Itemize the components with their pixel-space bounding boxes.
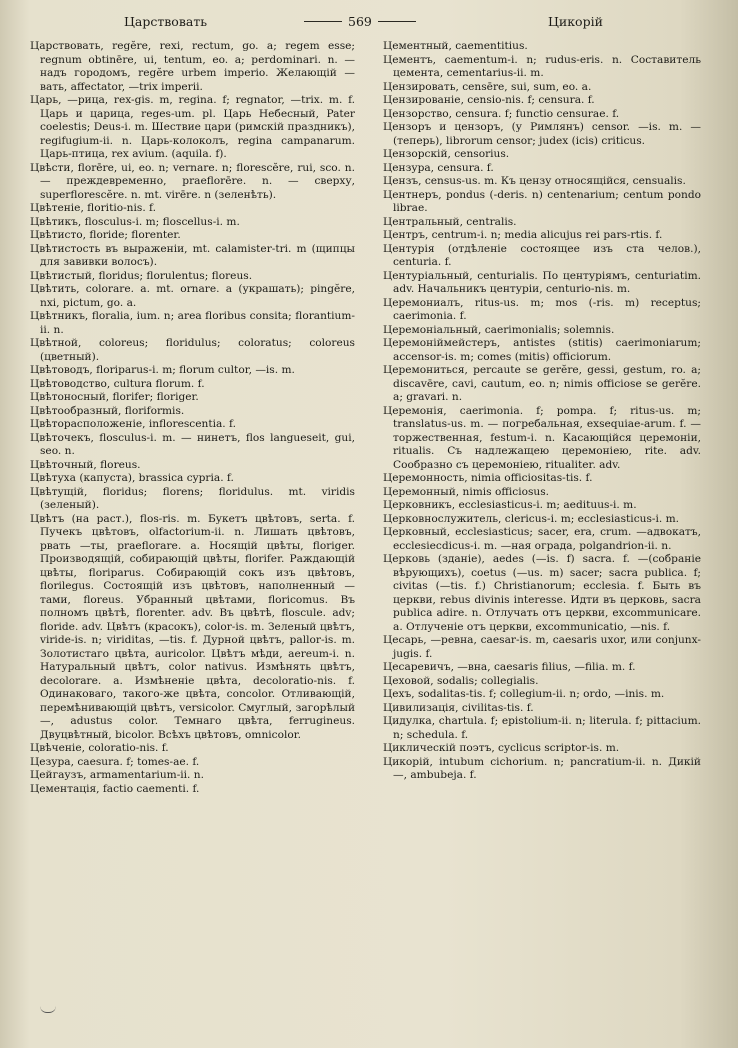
dictionary-entry: Цвѣтной, coloreus; floridulus; coloratus; coloreus (цветный). xyxy=(30,337,355,363)
running-header xyxy=(0,14,738,34)
dictionary-entry: Цементацiя, factio caementi. f. xyxy=(30,782,200,795)
dictionary-entry: Цензура, censura. f. xyxy=(383,161,494,174)
dictionary-entry: Цивилизацiя, civilitas-tis. f. xyxy=(383,701,534,714)
dictionary-entry: Цвѣторасположенiе, inflorescentia. f. xyxy=(30,418,236,430)
dictionary-entry: Цвѣточный, floreus. xyxy=(30,458,141,471)
page-number-block xyxy=(304,14,416,29)
dictionary-entry: Центръ, centrum-i. n; media alicujus rei pars-rtis. f. xyxy=(383,229,663,241)
header-last-word: Цикорiй xyxy=(548,14,603,29)
dictionary-entry: Цвѣтъ (на раст.), flos-ris. m. Букетъ цвѣтовъ, serta. f. Пучекъ цвѣтовъ, olfactorium-ii. n. Лишать цвѣтовъ, рвать —ты, praeflorare. a. Носящiй цвѣты, floriger. Производящiй, собирающiй цвѣты, florifer. Раждающiй цвѣты, floriparus. Собирающiй сокъ изъ цвѣтовъ, florilegus. Состоящiй изъ цвѣтовъ, наполненный —тами, floreus. Убранный цвѣтами, floricomus. Въ полномъ цвѣтѣ, florenter. adv. Въ цвѣтѣ, flosculе. adv; floride. adv. Цвѣтъ (красокъ), color-is. m. Зеленый цвѣтъ, viride-is. n; viriditas, —tis. f. Дурной цвѣтъ, pallor-is. m. Золотистаго цвѣта, auricolor. Цвѣтъ мѣди, aereum-i. n. Натуральный цвѣтъ, color nativus. Измѣнять цвѣтъ, decolorare. a. Измѣненiе цвѣта, decoloratio-nis. f. Одинаковаго, такого-же цвѣта, concolor. Отливающiй, перемѣнивающiй цвѣтъ, versicolor. Смуглый, загорѣлый —, adustus color. Темнаго цвѣта, ferrugineus. Двуцвѣтный, bicolor. Всѣхъ цвѣтовъ, omnicolor. xyxy=(30,512,355,741)
dictionary-entry: Церемонiя, caerimonia. f; pompa. f; ritus-us. m; translatus-us. m. — погребальная, exsequiae-arum. f. — торжественная, festum-i. n. Касающiйся церемонiи, ritualis. Съ надлежащею церемонiею, rite. adv. Сообразно съ церемонiею, ritualiter. adv. xyxy=(383,404,701,471)
dictionary-entry: Церемониться, percaute se gerĕre, gessi, gestum, ro. a; discavēre, cavi, cautum, eo. n; nimis officiose se gerĕre. a; gravari. n. xyxy=(383,364,701,403)
dictionary-entry: Цвѣтущiй, floridus; florens; floridulus. mt. viridis (зеленый). xyxy=(30,485,355,511)
dictionary-entry: Цвѣтистый, floridus; florulentus; floreus. xyxy=(30,269,253,282)
dictionary-entry: Цензъ, census-us. m. Къ цензу относящiйся, censualis. xyxy=(383,175,686,187)
dictionary-entry: Цвѣтоводство, cultura florum. f. xyxy=(30,377,205,390)
dictionary-entry: Царь, —рица, rex-gis. m, regina. f; regnator, —trix. m. f. Царь и царица, reges-um. pl. Царь Небесный, Pater coelestis; Deus-i. m. Шествие цари (римскiй праздникъ), regifugium-ii. n. Царь-колоколъ, regina campanarum. Царь-птица, rex avium. (aquila. f). xyxy=(30,94,355,160)
dictionary-entry: Цвѣтикъ, flosculus-i. m; floscellus-i. m. xyxy=(30,215,240,228)
dictionary-entry: Церковнослужитель, clericus-i. m; ecclesiasticus-i. m. xyxy=(383,512,679,525)
dictionary-entry: Циклическiй поэтъ, cyclicus scriptor-is. m. xyxy=(383,742,620,754)
dictionary-entry: Церемонный, nimis officiosus. xyxy=(383,485,550,498)
left-column xyxy=(30,40,355,796)
header-first-word: Царствовать xyxy=(124,14,208,29)
dictionary-entry: Цвѣсти, florēre, ui, eo. n; vernare. n; florescĕre, rui, sco. n. — преждевременно, praeflorēre. n. — сверху, superflorescĕre. n. mt. virēre. n (зеленѣть). xyxy=(30,161,355,201)
page-number: 569 xyxy=(348,14,372,29)
dictionary-entry: Цвѣтуха (капуста), brassica cypria. f. xyxy=(30,472,234,484)
dictionary-entry: Цикорiй, intubum cichorium. n; pancratium-ii. n. Дикiй —, ambubeja. f. xyxy=(383,755,701,781)
dictionary-entry: Цвѣтить, colorare. a. mt. ornare. a (украшать); pingĕre, nxi, pictum, go. a. xyxy=(30,283,355,309)
dictionary-entry: Цвѣточекъ, flosculus-i. m. — нинетъ, flos langueseit, gui, seo. n. xyxy=(30,431,355,457)
margin-pen-mark xyxy=(40,1006,56,1013)
dictionary-entry: Цензорскiй, censorius. xyxy=(383,148,510,160)
dictionary-entry: Цехъ, sodalitas-tis. f; collegium-ii. n; ordo, —inis. m. xyxy=(383,688,665,700)
right-column xyxy=(383,40,701,783)
dictionary-entry: Цесаревичъ, —вна, caesaris filius, —filia. m. f. xyxy=(383,661,636,673)
dictionary-entry: Церемонность, nimia officiositas-tis. f. xyxy=(383,472,593,484)
dictionary-entry: Цвѣтисто, floride; florenter. xyxy=(30,229,181,241)
dictionary-entry: Цвѣтенiе, floritio-nis. f. xyxy=(30,202,156,214)
dictionary-entry: Церковный, ecclesiasticus; sacer, era, crum. —адвокатъ, ecclesiecdicus-i. m. —ная ограда, polgandrion-ii. n. xyxy=(383,526,701,552)
dictionary-entry: Цементъ, caementum-i. n; rudus-eris. n. Составитель цемента, cementarius-ii. m. xyxy=(383,53,701,79)
dictionary-entry: Цесарь, —ревна, caesar-is. m, caesaris uxor, или conjunx-jugis. f. xyxy=(383,634,701,660)
dictionary-entry: Цвѣтоносный, florifer; floriger. xyxy=(30,391,199,403)
dictionary-entry: Церемониалъ, ritus-us. m; mos (-ris. m) receptus; caerimonia. f. xyxy=(383,296,701,322)
dictionary-entry: Цвѣченiе, coloratio-nis. f. xyxy=(30,742,169,754)
dictionary-entry: Цензорство, censura. f; functio censurae. f. xyxy=(383,107,620,120)
dictionary-entry: Цвѣтистость въ выраженiи, mt. calamister-tri. m (щипцы для завивки волосъ). xyxy=(30,242,355,268)
dictionary-entry: Цидулка, chartula. f; epistolium-ii. n; literula. f; pittacium. n; schedula. f. xyxy=(383,715,701,741)
dictionary-entry: Цвѣтоводъ, floriparus-i. m; florum cultor, —is. m. xyxy=(30,364,295,376)
header-rule-right xyxy=(378,21,416,22)
dictionary-entry: Цезура, caesura. f; tomes-ae. f. xyxy=(30,755,200,768)
dictionary-entry: Цвѣтообразный, floriformis. xyxy=(30,404,185,417)
dictionary-entry: Церковникъ, ecclesiasticus-i. m; aedituus-i. m. xyxy=(383,499,637,511)
dictionary-entry: Церковь (зданiе), aedes (—is. f) sacra. f. —(собранiе вѣрующихъ), coetus (—us. m) sacer; sacra publica. f; civitas (—tis. f.) Christianorum; ecclesia. f. Быть въ церкви, rebus divinis interesse. Идти въ церковь, sacra publica adire. n. Отлучать отъ церкви, excommunicare. a. Отлученiе отъ церкви, excommunicatio, —nis. f. xyxy=(383,553,701,633)
dictionary-entry: Центральный, centralis. xyxy=(383,215,517,228)
dictionary-entry: Цейгаузъ, armamentarium-ii. n. xyxy=(30,769,204,781)
dictionary-entry: Церемонiймейстеръ, antistes (stitis) caerimoniarum; accensor-is. m; comes (mitis) officiorum. xyxy=(383,337,701,363)
dictionary-entry: Центнеръ, pondus (-deris. n) centenarium; centum pondo librae. xyxy=(383,188,701,214)
dictionary-entry: Цензировать, censēre, sui, sum, eo. a. xyxy=(383,80,592,93)
header-rule-left xyxy=(304,21,342,22)
dictionary-entry: Цензоръ и цензоръ, (у Римлянъ) censor. —is. m. — (теперь), librorum censor; judex (icis) criticus. xyxy=(383,121,701,147)
dictionary-entry: Цементный, caementitius. xyxy=(383,40,528,52)
dictionary-entry: Церемонiальный, caerimonialis; solemnis. xyxy=(383,323,615,336)
dictionary-entry: Цвѣтникъ, floralia, ium. n; area floribus consita; florantium-ii. n. xyxy=(30,310,355,336)
dictionary-entry: Цеховой, sodalis; collegialis. xyxy=(383,674,539,687)
dictionary-entry: Царствовать, regĕre, rexi, rectum, go. a; regem esse; regnum obtinēre, ui, tentum, eo. a; perdominari. n. — надъ городомъ, regĕre urbem imperio. Желающiй —вать, affectator, —trix imperii. xyxy=(30,40,355,93)
dictionary-entry: Центурiальный, centurialis. По центурiямъ, centuriatim. adv. Начальникъ центурiи, centurio-nis. m. xyxy=(383,269,701,295)
dictionary-entry: Цензированiе, censio-nis. f; censura. f. xyxy=(383,94,595,106)
dictionary-entry: Центурiя (отдѣленiе состоящее изъ ста челов.), centuria. f. xyxy=(383,242,701,268)
